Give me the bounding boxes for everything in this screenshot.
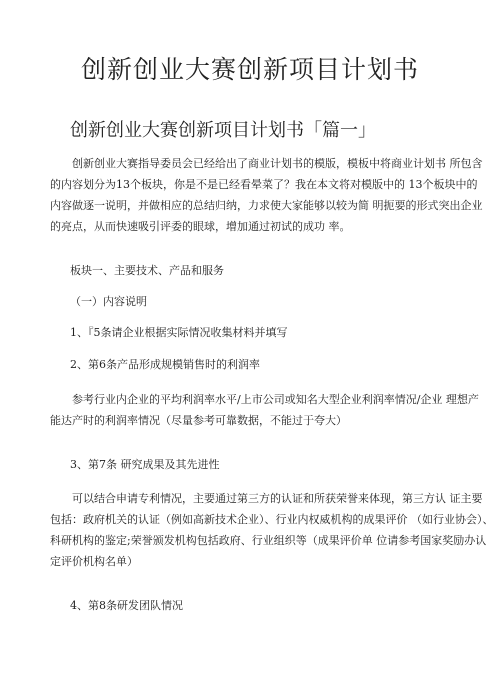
paragraph-line: 能达产时的利润率情况（尽量参考可靠数据，不能过于夸大） bbox=[50, 414, 347, 427]
intro-line: 的内容划分为13个板块，你是不是已经看晕菜了？我在本文将对模版中的 13个板块中的 bbox=[50, 178, 478, 191]
intro-paragraph bbox=[50, 153, 483, 237]
item-heading: 2、第6条产品形成规模销售时的利润率 bbox=[70, 358, 260, 371]
paragraph-line: 定评价机构名单） bbox=[50, 555, 138, 568]
item-heading: 4、第8条研发团队情况 bbox=[70, 599, 183, 612]
document-title: 创新创业大赛创新项目计划书 bbox=[80, 55, 419, 84]
section-title: 创新创业大赛创新项目计划书「篇一」 bbox=[70, 120, 376, 141]
intro-line: 创新创业大赛指导委员会已经给出了商业计划书的模版，模板中将商业计划书 所包含 bbox=[72, 157, 483, 170]
block-heading: 板块一、主要技术、产品和服务 bbox=[70, 264, 224, 277]
paragraph-line: 科研机构的鉴定;荣誉颁发机构包括政府、行业组织等（成果评价单 位请参考国家奖励办认 bbox=[50, 534, 487, 547]
item-heading: 1、『5条请企业根据实际情况收集材料并填写 bbox=[70, 326, 288, 339]
content-description-heading: （一）内容说明 bbox=[70, 295, 147, 308]
intro-line: 的亮点，从而快速吸引评委的眼球，增加通过初试的成功 率。 bbox=[50, 220, 351, 233]
paragraph-line: 可以结合申请专利情况，主要通过第三方的认证和所获荣誉来体现，第三方认 证主要 bbox=[72, 492, 483, 505]
intro-line: 内容做逐一说明，并做相应的总结归纳，力求使大家能够以较为简 明扼要的形式突出企业 bbox=[50, 199, 483, 212]
paragraph-line: 包括：政府机关的认证（例如高新技术企业）、行业内权威机构的成果评价 （如行业协会）、 bbox=[50, 513, 494, 526]
item2-paragraph bbox=[50, 389, 479, 431]
item-heading: 3、第7条 研究成果及其先进性 bbox=[70, 458, 220, 471]
item3-paragraph bbox=[50, 488, 494, 572]
paragraph-line: 参考行业内企业的平均利润率水平/上市公司或知名大型企业利润率情况/企业 理想产 bbox=[72, 393, 479, 406]
